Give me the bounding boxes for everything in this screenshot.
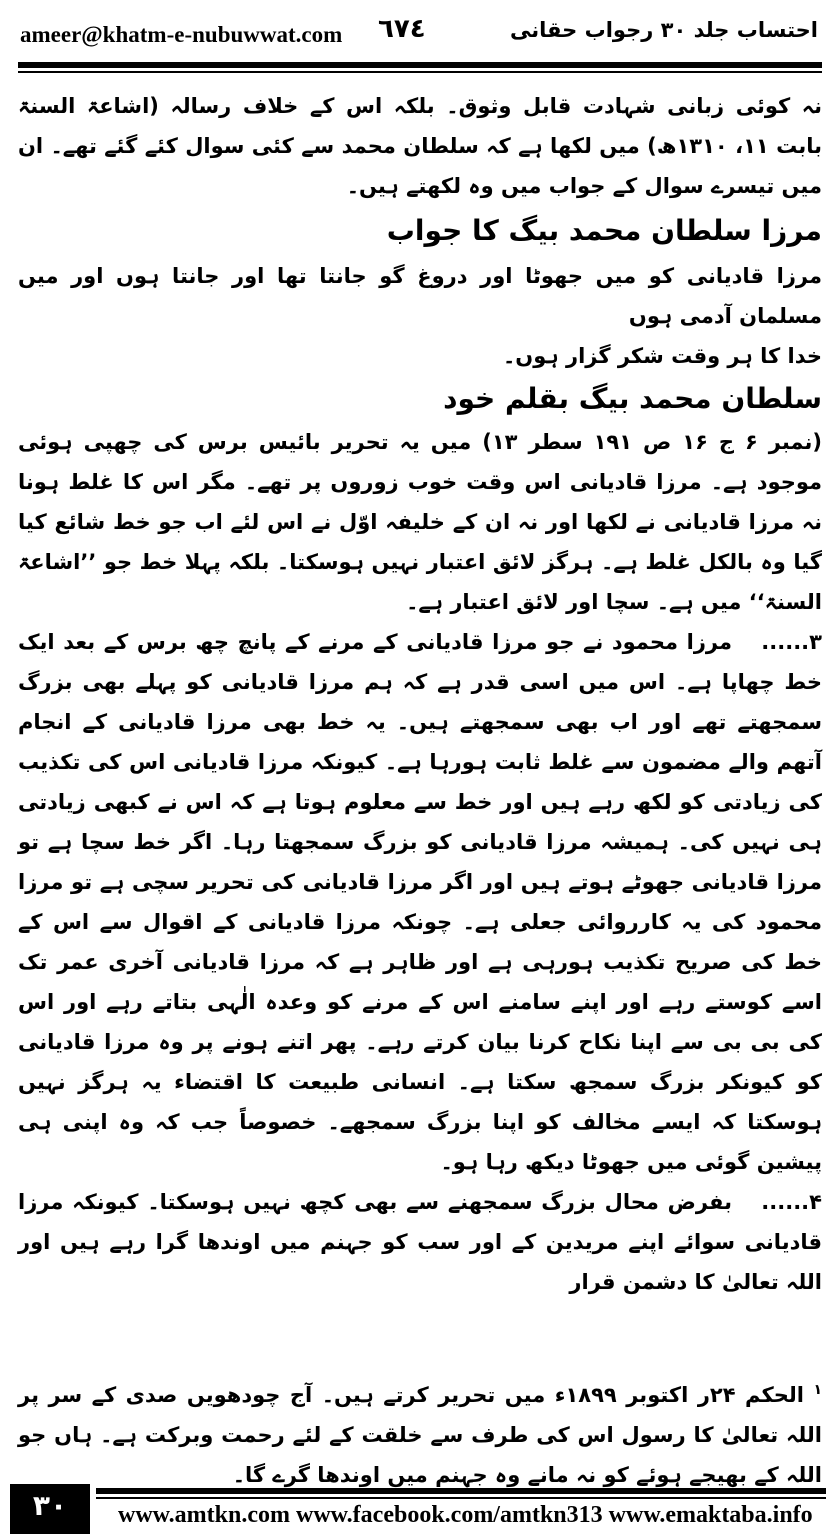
paragraph-1: (نمبر ۶ ج ۱۶ ص ۱۹۱ سطر ۱۳) میں یہ تحریر بائیس برس کی چھپی ہوئی موجود ہے۔ مرزا قادیانی اس وقت خوب زوروں پر تھے۔ مگر اس کا غلط ہونا نہ مرزا قادیانی نے لکھا اور نہ ان کے خلیفہ اوّل نے اس لئے اب جو خط شائع کیا گیا وہ بالکل غلط ہے۔ ہرگز لائق اعتبار نہیں ہوسکتا۔ بلکہ پہلا خط جو ’’اشاعۃ السنۃ‘‘ میں ہے۔ سچا اور لائق اعتبار ہے۔ [18,430,822,614]
page-footer [0,1480,840,1540]
item-4-number: ۴...... [761,1190,822,1214]
item-3-number: ۳...... [761,630,822,654]
footer-section-number: ۳۰ [32,1489,68,1522]
header-rule-thick [18,62,822,68]
item-4-text: بفرض محال بزرگ سمجھنے سے بھی کچھ نہیں ہوسکتا۔ کیونکہ مرزا قادیانی سوائے اپنے مریدین کے اور سب کو جہنم میں اوندھا گرا رہے ہیں اور اللہ تعالیٰ کا دشمن قرار [18,1190,822,1294]
item-3-text: مرزا محمود نے جو مرزا قادیانی کے مرنے کے پانچ چھ برس کے بعد ایک خط چھاپا ہے۔ اس میں اسی قدر ہے کہ ہم مرزا قادیانی کو پہلے بھی بزرگ سمجھتے تھے اور اب بھی سمجھتے ہیں۔ یہ خط بھی مرزا قادیانی کے انجام آتھم والے مضمون سے غلط ثابت ہورہا ہے۔ کیونکہ مرزا قادیانی اس کی تکذیب کی زیادتی کو لکھ رہے ہیں اور خط سے معلوم ہوتا ہے کہ اس نے کبھی زیادتی ہی نہیں کی۔ ہمیشہ مرزا قادیانی کو بزرگ سمجھتا رہا۔ اگر خط سچا ہے تو مرزا قادیانی جھوٹے ہوتے ہیں اور اگر مرزا قادیانی کی تحریر سچی ہے تو مرزا محمود کی یہ کارروائی جعلی ہے۔ چونکہ مرزا قادیانی کے اقوال سے اس کے خط کی صریح تکذیب ہورہی ہے اور ظاہر ہے کہ مرزا قادیانی آخری عمر تک اسے کوستے رہے اور اپنے سامنے اس کے مرنے کو وعدہ الٰہی بتاتے رہے اور اس کی بی بی سے اپنا نکاح کرنا بیان کرتے رہے۔ پھر اتنے ہونے پر وہ مرزا قادیانی کو کیونکر بزرگ سمجھ سکتا ہے۔ انسانی طبیعت کا اقتضاء یہ ہرگز نہیں ہوسکتا کہ ایسے مخالف کو اپنا بزرگ سمجھے۔ خصوصاً جب کہ وہ اپنی ہی پیشین گوئی میں جھوٹا دیکھ رہا ہو۔ [18,630,822,1174]
header-book-title: احتساب جلد ۳۰ رجواب حقانی [510,18,818,42]
item-4 [18,1182,822,1302]
footnote-paragraph [18,1370,822,1495]
letter-line-1: مرزا قادیانی کو میں جھوٹا اور دروغ گو جانتا تھا اور جانتا ہوں اور میں مسلمان آدمی ہوں [18,264,822,328]
footnote [18,1370,822,1495]
page-header [0,0,840,66]
footnote-text: الحکم ۲۴ر اکتوبر ۱۸۹۹ء میں تحریر کرتے ہیں۔ آج چودھویں صدی کے سر پر اللہ تعالیٰ کا رسول اس کی طرف سے خلقت کے لئے رحمت وبرکت ہے۔ ہاں جو اللہ کے بھیجے ہوئے کو نہ مانے وہ جہنم میں اوندھا گرے گا۔ [18,1383,822,1487]
page-body [18,86,822,1302]
footnote-mark: ۱ [813,1382,822,1398]
footer-rule-thick [96,1488,826,1494]
intro-paragraph: نہ کوئی زبانی شہادت قابل وثوق۔ بلکہ اس کے خلاف رسالہ (اشاعۃ السنۃ بابت ۱۱، ۱۳۱۰ھ) میں لکھا ہے کہ سلطان محمد سے کئی سوال کئے گئے تھے۔ ان میں تیسرے سوال کے جواب میں وہ لکھتے ہیں۔ [18,94,823,198]
section-heading: مرزا سلطان محمد بیگ کا جواب [386,214,822,247]
header-email: ameer@khatm-e-nubuwwat.com [20,22,343,47]
item-3 [18,622,822,1182]
quoted-letter [18,256,822,376]
letter-line-2: خدا کا ہر وقت شکر گزار ہوں۔ [502,344,822,368]
letter-signature: سلطان محمد بیگ بقلم خود [443,382,822,415]
footer-section-number-box [10,1484,90,1534]
header-page-number: ٦٧٤ [378,14,426,44]
footer-urls: www.amtkn.com www.facebook.com/amtkn313 www.emaktaba.info [118,1502,813,1528]
header-rule-thin [18,71,822,73]
footer-rule-thin [96,1497,826,1499]
